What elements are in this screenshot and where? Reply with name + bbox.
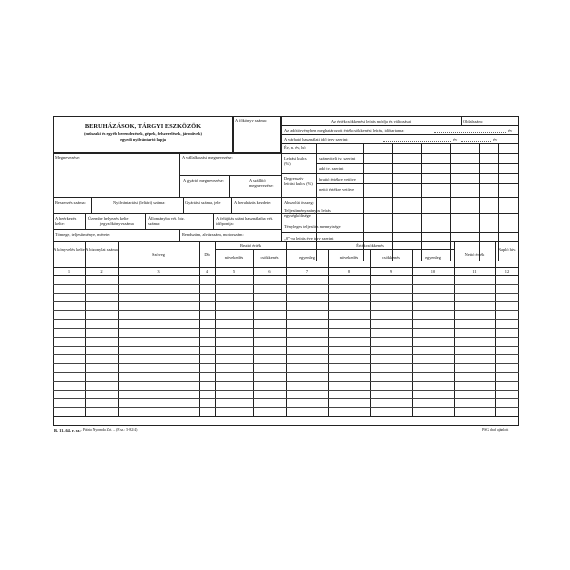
tomege-label: Tömege, teljesítménye, mérete: [55,232,111,237]
col-brutto-ertek: Bruttó érték [239,243,262,248]
varhato-ev-2: év [493,137,498,142]
ado-tv: adó tv. szerint [319,166,344,171]
col-num-3: 3 [157,269,160,274]
footer-printer: – Pátria Nyomda Zrt. – (F.sz.: 5-82/4) [80,428,138,432]
form-title: BERUHÁZÁSOK, TÁRGYI ESZKÖZÖK [84,123,202,130]
table-bottom-line [53,416,519,417]
degressziv-label: Degresszív leírási kulcs (%) [284,176,313,186]
abszolut-osszeg: Abszolút összeg: [284,200,314,205]
col-a-bizonylat: A bizonylat száma [85,247,118,252]
col-num-8: 8 [347,269,351,274]
col-novekedes-2: növekedés [339,255,359,260]
vallalkozasi-label: A vállalkozási megnevezése: [182,155,233,160]
rendszam-label: Rendszám, alvázszám, motorszám: [182,232,244,237]
varhato-ev: év [453,137,458,142]
szallito-label: A szállító megnevezése: [249,178,274,188]
col-num-7: 7 [305,269,309,274]
nyilvantartasi-label: Nyilvántartási (leltári) száma: [113,200,166,205]
table-row [53,337,519,338]
col-num-9: 9 [389,269,393,274]
table-row [53,363,519,364]
table-row [53,301,519,302]
col-num-12: 12 [504,269,510,274]
allomanyba-label: Állományba vét. biz. száma: [148,216,185,226]
table-row [53,381,519,382]
table-row [53,293,519,294]
adotorveny-label: Az adótörvényben meghatározott értékcsökkenési leírás, időtartama: [284,128,405,133]
col-num-1: 1 [67,269,71,274]
beszerzes-label: Beszerzés száma: [55,200,86,205]
table-row [53,328,519,329]
table-row [53,407,519,408]
footer-right: PSG draf ajánlott [482,428,509,432]
jegyzokonyv-label: jegyzőkönyvszáma [100,221,134,226]
nulla-ra-label: „0”-ra leírás éve terv szerint [284,236,334,241]
col-csokkenes-1: csökkenés [260,255,279,260]
col-nettoertek: Nettó érték [464,252,485,257]
gyarto-label: A gyártó megnevezése: [183,178,224,183]
form-subtitle: (műszaki és egyéb berendezések, gépek, felszerelések, járművek) [84,131,202,136]
brutto-ertekre: bruttó értékre vetítve [319,177,356,182]
col-num-11: 11 [472,269,477,274]
col-num-10: 10 [430,269,436,274]
col-egyenleg-2: egyenleg [425,255,441,260]
beruhazas-kezdete: A beruházás kezdete: [234,200,272,205]
tenyleges-label: Tényleges teljesítés mennyisége [284,224,341,229]
table-row [53,319,519,320]
form-sheet [53,116,519,426]
varhato-label: A várható használati idő terv szerint: [284,137,349,142]
teljesitmeny-label: Teljesítményarányos leírás egységköltsége [284,208,331,218]
table-row [53,346,519,347]
col-novekedes-1: növekedés [224,255,244,260]
table-row [53,372,519,373]
szamviteli-tv: számviteli tv. szerint [319,156,356,161]
col-a-konyveles: A könyvelés kelte [53,247,85,252]
col-num-4: 4 [205,269,209,274]
megnevezes-label: Megnevezése: [55,155,81,160]
felujitas-label: A felújítás utáni használatba vét. időpontja: [216,216,274,226]
col-num-6: 6 [268,269,271,274]
col-num-2: 2 [100,269,103,274]
form-subtitle-2: egyedi nyilvántartó lapja [120,137,166,142]
oldalszam-label: Oldalszám: [463,119,483,124]
col-num-5: 5 [232,269,236,274]
col-szoveg: Szöveg [152,252,165,257]
ev-ho-label: Év, n. év, hó [284,145,306,150]
fokonyv-label: A főkönyv száma: [235,118,267,123]
adotorveny-ev: év [508,128,513,133]
table-row [53,284,519,285]
table-row [53,390,519,391]
uzembe-label: Üzembe helyezés kelte [88,216,129,221]
col-naplo-hiv: Napló hiv. [497,247,517,252]
netto-ertekre: nettó értékre vetítve [319,187,355,192]
col-db: Db [204,252,210,257]
col-egyenleg-1: egyenleg [299,255,315,260]
gyartasi-label: Gyártási száma, jele [185,200,221,205]
ertekcsokkenesi-header: Az értékcsökkenési leírás módja és változásai [330,119,412,124]
footer-code: B. 11–64. r. sz. [54,428,81,433]
table-row [53,398,519,399]
table-row [53,354,519,355]
leirasi-kulcs-label: Leírási kulcs (%) [284,156,307,166]
beerkezes-label: A beérkezés kelte: [55,216,77,226]
col-csokkenes-2: csökkenés [381,255,401,260]
col-ertekcsokkenes: Értékcsökkenés [356,243,384,248]
table-row [53,310,519,311]
